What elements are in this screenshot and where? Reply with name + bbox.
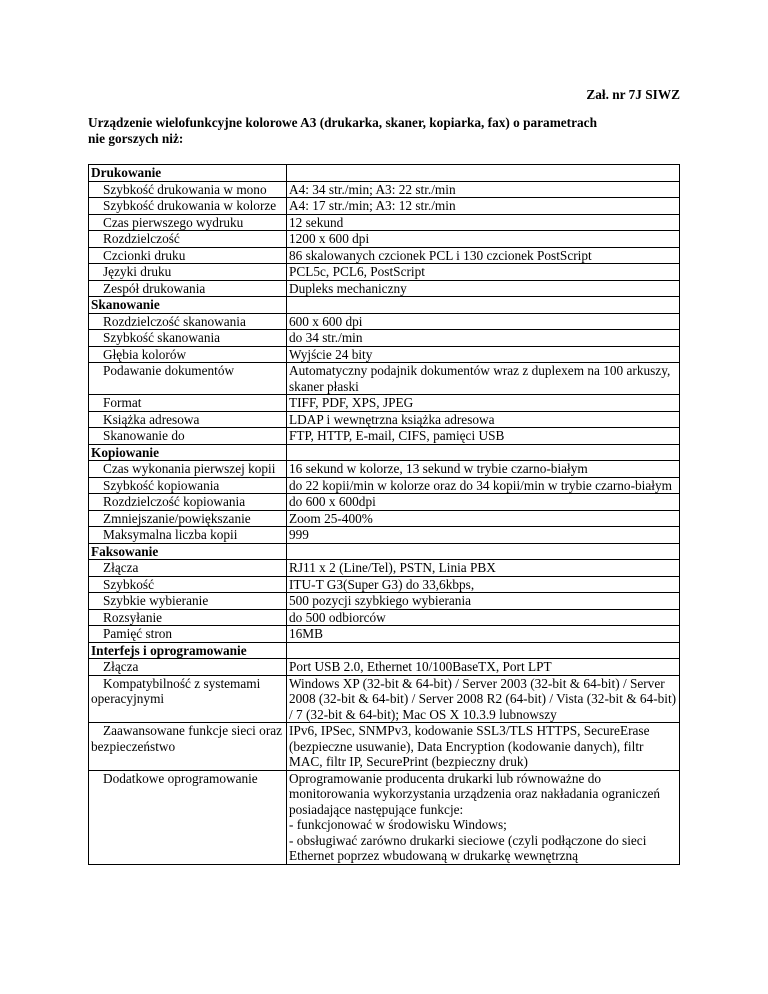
section-row [89,543,680,560]
spec-label: Szybkość kopiowania [103,477,220,493]
spec-row [89,346,680,363]
spec-value-cell [287,280,680,297]
spec-label-cell [89,313,287,330]
spec-label: Skanowanie do [103,428,185,443]
spec-row [89,181,680,198]
spec-row [89,280,680,297]
spec-row [89,494,680,511]
section-title: Skanowanie [89,297,287,314]
spec-value: IPv6, IPSec, SNMPv3, kodowanie SSL3/TLS HTTPS, SecureErase (bezpieczne usuwanie), Data Encryption (kodowanie danych), filtr MAC, filtr IP, SecurePrint (bezpieczny druk) [289,723,650,769]
spec-label: Podawanie dokumentów [103,363,235,378]
spec-label: Złącza [103,560,139,575]
spec-label-cell [89,363,287,395]
spec-label: Czas wykonania pierwszej kopii [103,461,276,476]
annex-label: Zał. nr 7J SIWZ [586,87,680,102]
spec-value-cell [287,461,680,478]
spec-label-cell [89,723,287,771]
spec-label-cell [89,609,287,626]
spec-value-cell [287,723,680,771]
spec-label: Zmniejszanie/powiększanie [103,510,251,526]
spec-value-cell [287,346,680,363]
spec-label-cell [89,510,287,527]
spec-value: FTP, HTTP, E-mail, CIFS, pamięci USB [289,428,505,443]
spec-value-cell [287,363,680,395]
spec-value-cell [287,576,680,593]
spec-value-cell [287,313,680,330]
spec-label: Rozdzielczość skanowania [103,313,246,329]
section-title: Kopiowanie [89,444,287,461]
spec-label: Rozdzielczość [103,231,180,246]
spec-value: do 600 x 600dpi [289,494,376,509]
spec-label: Format [103,395,142,410]
spec-label-cell [89,280,287,297]
spec-row [89,723,680,771]
spec-row [89,609,680,626]
spec-label: Rozdzielczość kopiowania [103,494,246,509]
spec-value: Automatyczny podajnik dokumentów wraz z duplexem na 100 arkuszy, skaner płaski [289,363,671,394]
spec-value-cell [287,593,680,610]
spec-label-cell [89,346,287,363]
spec-row [89,626,680,643]
spec-value: Wyjście 24 bity [289,346,373,362]
spec-value: Zoom 25-400% [289,510,373,526]
spec-value: RJ11 x 2 (Line/Tel), PSTN, Linia PBX [289,560,496,575]
spec-label: Szybkość drukowania w kolorze [103,198,277,213]
spec-label-cell [89,330,287,347]
spec-value-cell [287,395,680,412]
section-value-empty [287,642,680,659]
spec-row [89,675,680,723]
spec-value-cell [287,411,680,428]
spec-value: PCL5c, PCL6, PostScript [289,264,425,279]
section-row [89,165,680,182]
spec-row [89,593,680,610]
spec-row [89,395,680,412]
spec-label-cell [89,428,287,445]
spec-value-cell [287,675,680,723]
section-title: Faksowanie [89,543,287,560]
spec-value: 12 sekund [289,214,344,230]
spec-table-body [89,165,680,865]
spec-value: 16MB [289,626,323,641]
spec-value: 86 skalowanych czcionek PCL i 130 czcionek PostScript [289,247,592,263]
spec-label-cell [89,247,287,264]
spec-value-cell [287,609,680,626]
spec-value-cell [287,214,680,231]
section-value-empty [287,543,680,560]
spec-row [89,214,680,231]
spec-label-cell [89,494,287,511]
section-value-empty [287,165,680,182]
spec-label: Języki druku [103,264,172,279]
spec-value: 1200 x 600 dpi [289,231,370,246]
spec-row [89,411,680,428]
spec-value: Windows XP (32-bit & 64-bit) / Server 2003 (32-bit & 64-bit) / Server 2008 (32-bit & 64-bit) / Server 2008 R2 (64-bit) / Vista (32-bit & 64-bit) / 7 (32-bit & 64-bit); Mac OS X 10.3.9 lubnowszy [289,675,677,722]
spec-label: Szybkość drukowania w mono [103,181,267,197]
spec-label-cell [89,181,287,198]
spec-value: A4: 34 str./min; A3: 22 str./min [289,181,456,197]
spec-value-cell [287,198,680,215]
spec-value-cell [287,477,680,494]
spec-label: Dodatkowe oprogramowanie [103,770,258,786]
spec-label-cell [89,659,287,676]
section-title: Interfejs i oprogramowanie [89,642,287,659]
spec-value-cell [287,770,680,864]
spec-row [89,770,680,864]
section-row [89,297,680,314]
spec-label: Maksymalna liczba kopii [103,527,238,542]
spec-value-cell [287,626,680,643]
spec-label-cell [89,593,287,610]
spec-label-cell [89,626,287,643]
spec-value-line: - funkcjonować w środowisku Windows; [289,817,507,832]
spec-label: Kompatybilność z systemami operacyjnymi [91,675,261,706]
spec-value: Dupleks mechaniczny [289,280,407,296]
spec-value: Port USB 2.0, Ethernet 10/100BaseTX, Port LPT [289,659,552,674]
spec-value-cell [287,560,680,577]
spec-value: do 500 odbiorców [289,609,386,625]
spec-label-cell [89,411,287,428]
spec-label-cell [89,214,287,231]
section-value-empty [287,297,680,314]
spec-label-cell [89,675,287,723]
spec-label: Rozsyłanie [103,609,163,625]
spec-row [89,363,680,395]
spec-label-cell [89,198,287,215]
spec-value-cell [287,510,680,527]
spec-label: Zaawansowane funkcje sieci oraz bezpieczeństwo [91,723,283,754]
spec-value-cell [287,231,680,248]
spec-value-cell [287,659,680,676]
spec-label-cell [89,576,287,593]
section-title: Drukowanie [89,165,287,182]
spec-row [89,330,680,347]
document-heading: Urządzenie wielofunkcyjne kolorowe A3 (drukarka, skaner, kopiarka, fax) o parametrach nie gorszych niż: [88,115,597,146]
spec-value-cell [287,247,680,264]
spec-label: Pamięć stron [103,626,173,641]
spec-row [89,510,680,527]
spec-value: ITU-T G3(Super G3) do 33,6kbps, [289,576,475,592]
spec-value: TIFF, PDF, XPS, JPEG [289,395,414,410]
spec-label-cell [89,231,287,248]
spec-label-cell [89,264,287,281]
spec-value-cell [287,181,680,198]
spec-label: Głębia kolorów [103,346,187,362]
spec-value-cell [287,428,680,445]
spec-label-cell [89,461,287,478]
spec-label: Szybkie wybieranie [103,593,209,608]
spec-row [89,560,680,577]
spec-row [89,247,680,264]
spec-value-cell [287,264,680,281]
spec-value: 500 pozycji szybkiego wybierania [289,593,472,608]
spec-table [88,164,680,865]
spec-label: Książka adresowa [103,411,200,427]
spec-value: A4: 17 str./min; A3: 12 str./min [289,198,456,213]
spec-value: 16 sekund w kolorze, 13 sekund w trybie czarno-białym [289,461,588,476]
spec-label: Czas pierwszego wydruku [103,214,244,230]
spec-value-line: Oprogramowanie producenta drukarki lub równoważne do monitorowania wykorzystania urządzenia oraz nakładania ograniczeń posiadające następujące funkcje: [289,770,661,817]
spec-value: 999 [289,527,309,542]
spec-row [89,527,680,544]
spec-value: 600 x 600 dpi [289,313,363,329]
spec-row [89,198,680,215]
spec-row [89,461,680,478]
spec-label-cell [89,395,287,412]
spec-label: Zespół drukowania [103,280,206,296]
spec-row [89,231,680,248]
spec-row [89,659,680,676]
spec-value-cell [287,330,680,347]
spec-label: Szybkość skanowania [103,330,221,345]
spec-label-cell [89,527,287,544]
spec-row [89,264,680,281]
spec-label: Szybkość [103,576,154,592]
spec-row [89,428,680,445]
spec-value-line: - obsługiwać zarówno drukarki sieciowe (czyli podłączone do sieci Ethernet poprzez wbudowaną w drukarkę wewnętrzną [289,832,647,863]
section-value-empty [287,444,680,461]
spec-row [89,576,680,593]
spec-label: Złącza [103,659,139,674]
spec-value: LDAP i wewnętrzna książka adresowa [289,411,495,427]
spec-row [89,313,680,330]
spec-value-cell [287,494,680,511]
spec-label-cell [89,770,287,864]
spec-value: do 34 str./min [289,330,363,345]
spec-label-cell [89,560,287,577]
section-row [89,642,680,659]
spec-row [89,477,680,494]
spec-value-cell [287,527,680,544]
spec-value: do 22 kopii/min w kolorze oraz do 34 kopii/min w trybie czarno-białym [289,477,672,493]
spec-label: Czcionki druku [103,247,186,263]
spec-label-cell [89,477,287,494]
section-row [89,444,680,461]
